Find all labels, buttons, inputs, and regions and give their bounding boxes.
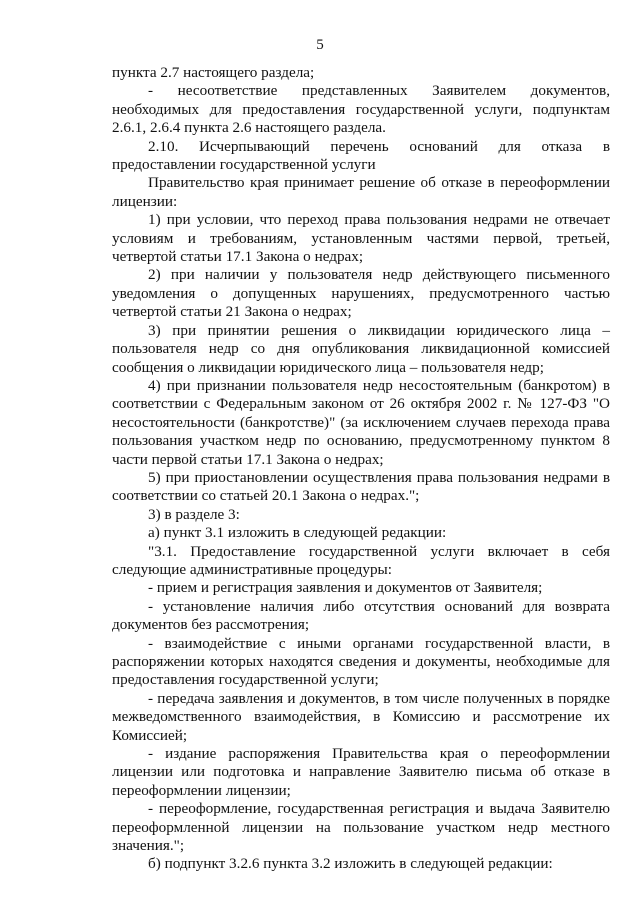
paragraph: 3) в разделе 3: xyxy=(148,505,240,523)
paragraph: а) пункт 3.1 изложить в следующей редакции: xyxy=(148,524,447,542)
list-item: - установление наличия либо отсутствия оснований для возврата документов без рассмотрения; xyxy=(112,597,610,634)
list-item: - прием и регистрация заявления и документов от Заявителя; xyxy=(148,579,543,597)
list-item: - издание распоряжения Правительства края о переоформлении лицензии или подготовка и направление Заявителю письма об отказе в переоформлении лицензии; xyxy=(112,745,610,799)
document-body xyxy=(112,64,610,874)
list-item: - переоформление, государственная регистрация и выдача Заявителю переоформленной лицензии на пользование участком недр местного значения."; xyxy=(112,800,610,855)
page-number: 5 xyxy=(316,37,324,53)
section-heading: 2.10. Исчерпывающий перечень оснований для отказа в предоставлении государственной услуги xyxy=(112,137,610,174)
list-item: - взаимодействие с иными органами государственной власти, в распоряжении которых находятся сведения и документы, необходимые для предоставления государственной услуги; xyxy=(112,634,610,689)
paragraph: "3.1. Предоставление государственной услуги включает в себя следующие административные процедуры: xyxy=(112,542,610,578)
paragraph: пункта 2.7 настоящего раздела; xyxy=(112,64,315,81)
paragraph: - несоответствие представленных Заявителем документов, необходимых для предоставления государственной услуги, подпунктам 2.6.1, 2.6.4 пункта 2.6 настоящего раздела. xyxy=(112,82,610,137)
paragraph: Правительство края принимает решение об отказе в переоформлении лицензии: xyxy=(112,174,610,210)
list-item: 1) при условии, что переход права пользования недрами не отвечает условиям и требованиям, установленным частями первой, третьей, четвертой статьи 17.1 Закона о недрах; xyxy=(112,211,610,266)
paragraph: б) подпункт 3.2.6 пункта 3.2 изложить в следующей редакции: xyxy=(148,855,553,873)
list-item: - передача заявления и документов, в том числе полученных в порядке межведомственного взаимодействия, в Комиссию и рассмотрение их Комиссией; xyxy=(112,689,610,744)
list-item: 5) при приостановлении осуществления права пользования недрами в соответствии со статьей 20.1 Закона о недрах."; xyxy=(112,468,610,505)
list-item: 2) при наличии у пользователя недр действующего письменного уведомления о допущенных нарушениях, предусмотренного частью четвертой статьи 21 Закона о недрах; xyxy=(112,266,610,321)
list-item: 4) при признании пользователя недр несостоятельным (банкротом) в соответствии с Федеральным законом от 26 октября 2002 г. № 127-ФЗ "О несостоятельности (банкротстве)" (за исключением случаев перехода права пользования участком недр по основанию, предусмотренному пунктом 8 части первой статьи 17.1 Закона о недрах; xyxy=(112,376,610,468)
list-item: 3) при принятии решения о ликвидации юридического лица – пользователя недр со дня опубликования ликвидационной комиссией сообщения о ликвидации юридического лица – пользователя недр; xyxy=(112,321,610,376)
